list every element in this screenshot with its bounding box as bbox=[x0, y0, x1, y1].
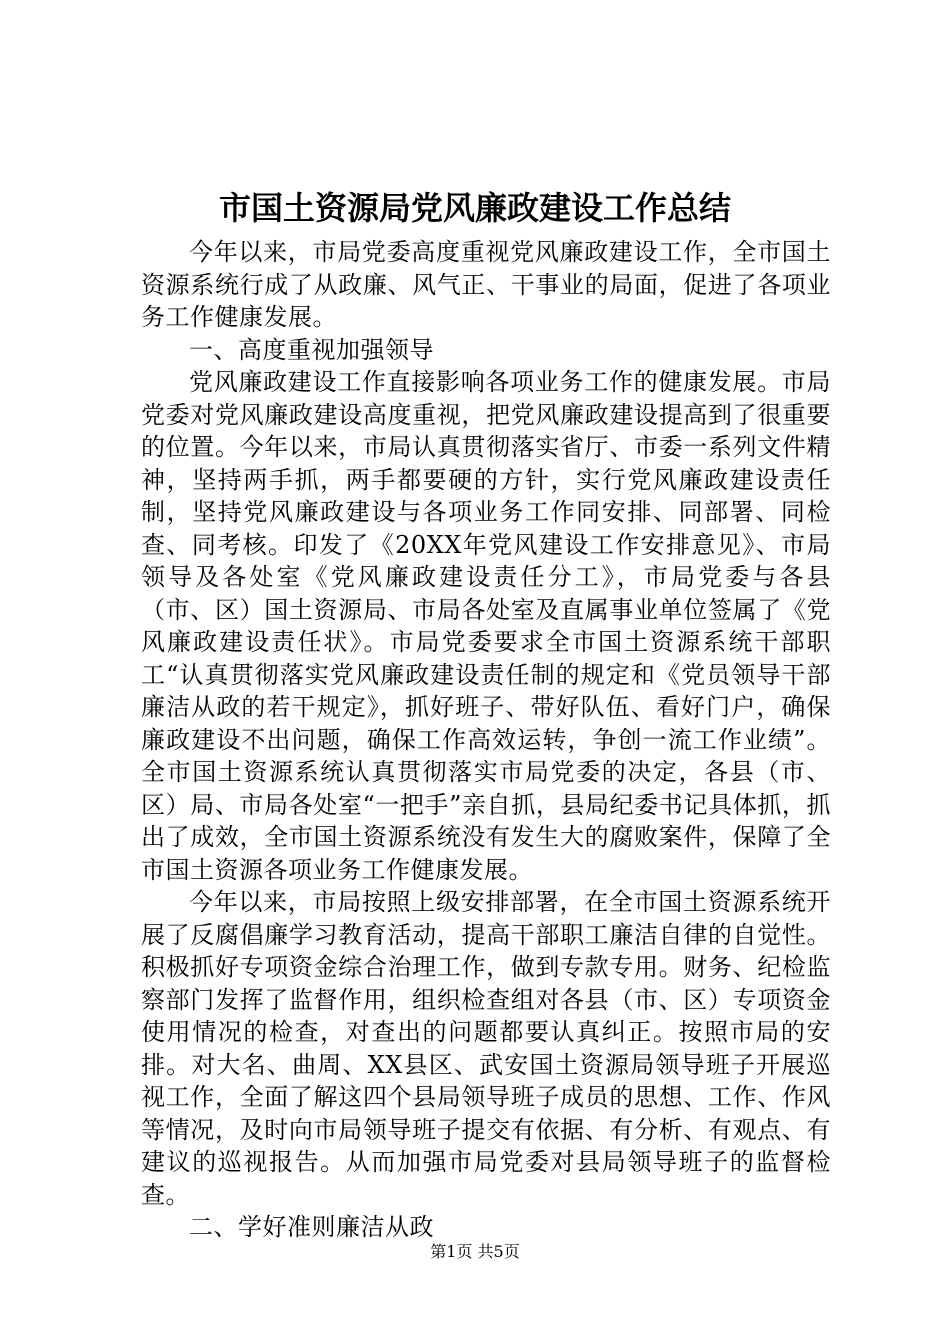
page-footer: 第1页 共5页 bbox=[430, 1242, 520, 1261]
section-1-paragraph-2: 今年以来，市局按照上级安排部署，在全市国土资源系统开展了反腐倡廉学习教育活动，提高干部职工廉洁自律的自觉性。积极抓好专项资金综合治理工作，做到专款专用。财务、纪检监察部门发挥了监督作用，组织检查组对各县（市、区）专项资金使用情况的检查，对查出的问题都要认真纠正。按照市局的安排。对大名、曲周、XX县区、武安国土资源局领导班子开展巡视工作，全面了解这四个县局领导班子成员的思想、工作、作风等情况，及时向市局领导班子提交有依据、有分析、有观点、有建议的巡视报告。从而加强市局党委对县局领导班子的监督检查。 bbox=[141, 888, 831, 1209]
document-title: 市国土资源局党风廉政建设工作总结 bbox=[218, 189, 731, 227]
intro-paragraph: 今年以来，市局党委高度重视党风廉政建设工作，全市国土资源系统行成了从政廉、风气正、干事业的局面，促进了各项业务工作健康发展。 bbox=[141, 238, 831, 331]
document-body bbox=[141, 236, 831, 1244]
section-heading-1: 一、高度重视加强领导 bbox=[189, 335, 434, 364]
section-1-paragraph-1: 党风廉政建设工作直接影响各项业务工作的健康发展。市局党委对党风廉政建设高度重视，把党风廉政建设提高到了很重要的位置。今年以来，市局认真贯彻落实省厅、市委一系列文件精神，坚持两手抓，两手都要硬的方针，实行党风廉政建设责任制，坚持党风廉政建设与各项业务工作同安排、同部署、同检查、同考核。印发了《20XX年党风建设工作安排意见》、市局领导及各处室《党风廉政建设责任分工》，市局党委与各县（市、区）国土资源局、市局各处室及直属事业单位签属了《党风廉政建设责任状》。市局党委要求全市国土资源系统干部职工“认真贯彻落实党风廉政建设责任制的规定和《党员领导干部廉洁从政的若干规定》，抓好班子、带好队伍、看好门户，确保廉政建设不出问题，确保工作高效运转，争创一流工作业绩”。全市国土资源系统认真贯彻落实市局党委的决定，各县（市、区）局、市局各处室“一把手”亲自抓，县局纪委书记具体抓，抓出了成效，全市国土资源系统没有发生大的腐败案件，保障了全市国土资源各项业务工作健康发展。 bbox=[141, 368, 831, 884]
section-heading-2: 二、学好准则廉洁从政 bbox=[189, 1213, 434, 1241]
